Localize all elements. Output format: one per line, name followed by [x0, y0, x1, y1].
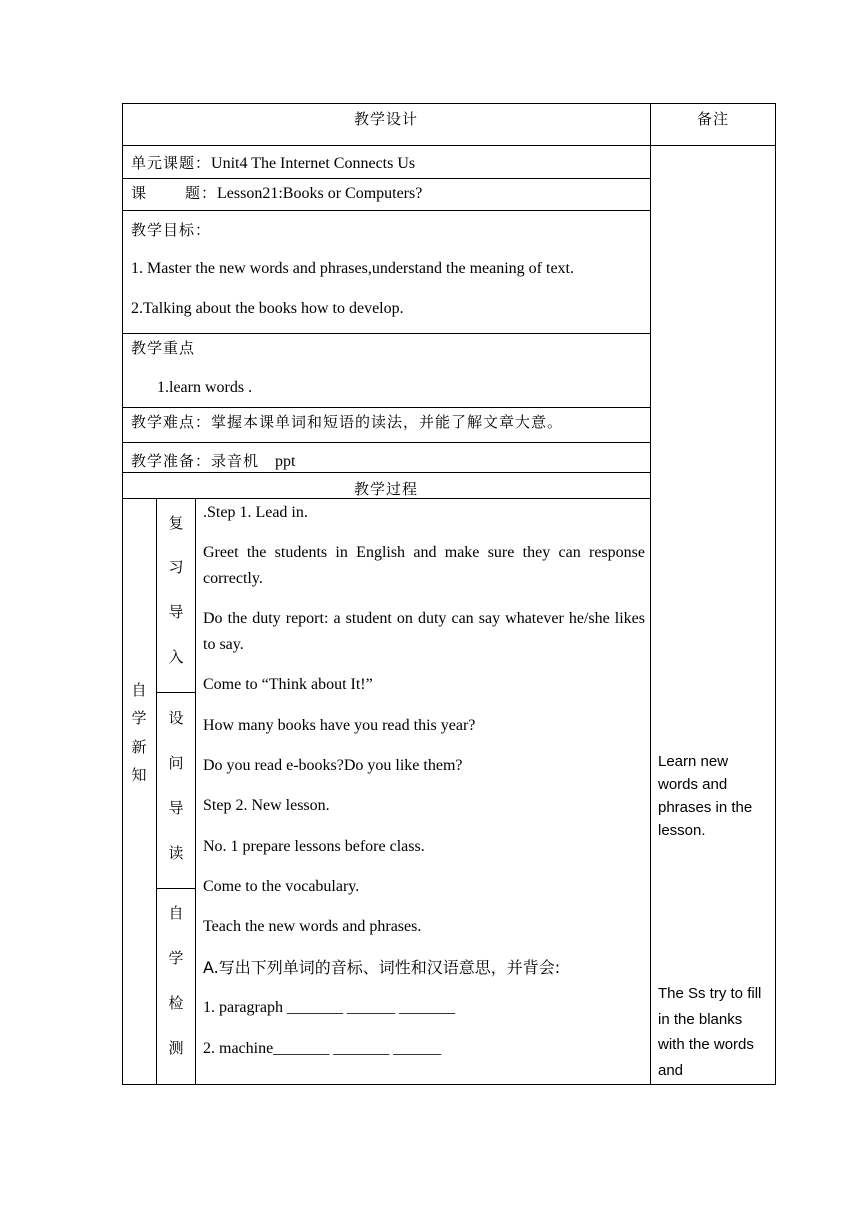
stage-char: 导	[168, 603, 184, 621]
unit-title-label: 单元课题：	[131, 154, 212, 172]
step-line: Come to the vocabulary.	[203, 878, 360, 895]
objectives-label: 教学目标：	[131, 221, 212, 239]
difficulty-row: 教学难点：掌握本课单词和短语的读法，并能了解文章大意。	[131, 413, 564, 431]
row-divider	[122, 178, 650, 179]
stage-char: 设	[168, 709, 184, 727]
objective-2: 2.Talking about the books how to develop.	[131, 300, 404, 317]
row-divider	[122, 442, 650, 443]
unit-title-row	[131, 153, 415, 174]
outer-label-char: 知	[131, 766, 147, 784]
note-learn-words: Learn new words and phrases in the lesson.	[658, 753, 753, 839]
step-line: Do you read e-books?Do you like them?	[203, 757, 463, 774]
notes-header: 备注	[696, 110, 729, 128]
lesson-title-label-b: 题：	[185, 184, 218, 202]
step-line: 2. machine_______ _______ ______	[203, 1040, 442, 1057]
step-line: .Step 1. Lead in.	[203, 504, 308, 521]
table-border-top	[122, 103, 776, 104]
stage-divider	[156, 692, 195, 693]
stage-char: 学	[168, 949, 184, 967]
table-border-right	[775, 103, 776, 1084]
row-divider	[122, 333, 650, 334]
row-divider	[122, 145, 776, 146]
stage-divider	[156, 888, 195, 889]
note-fill-blanks: The Ss try to fill in the blanks with the words and	[658, 985, 762, 1079]
row-divider	[122, 210, 650, 211]
step-line: Step 2. New lesson.	[203, 797, 330, 814]
stage-char: 习	[168, 558, 184, 576]
row-divider	[122, 472, 650, 473]
column-divider	[650, 103, 651, 1084]
row-divider	[122, 407, 650, 408]
preparation-label: 教学准备：录音机	[131, 452, 260, 470]
stage-char: 自	[168, 904, 184, 922]
step-line: Do the duty report: a student on duty can say whatever he/she likes to say.	[203, 610, 645, 653]
table-border-left	[122, 103, 123, 1084]
lesson-title-row	[185, 183, 422, 204]
objective-1: 1. Master the new words and phrases,understand the meaning of text.	[131, 260, 574, 277]
lesson-title-label-a: 课	[131, 184, 148, 202]
outer-label-char: 自	[131, 681, 147, 699]
step-line: 1. paragraph _______ ______ _______	[203, 999, 455, 1016]
step-line: No. 1 prepare lessons before class.	[203, 838, 425, 855]
outer-label-char: 新	[131, 738, 147, 756]
stage-char: 复	[168, 514, 184, 532]
unit-title-value: Unit4 The Internet Connects Us	[211, 155, 416, 172]
step-line: Greet the students in English and make sure they can response correctly.	[203, 544, 645, 587]
table-border-bottom	[122, 1084, 776, 1085]
step-line: How many books have you read this year?	[203, 717, 476, 734]
step-line: Teach the new words and phrases.	[203, 918, 422, 935]
step-line: Come to “Think about It!”	[203, 676, 373, 693]
stage-char: 检	[168, 994, 184, 1012]
preparation-value: ppt	[275, 453, 296, 470]
stage-char: 读	[168, 844, 184, 862]
stage-char: 入	[168, 648, 184, 666]
stage-char: 测	[168, 1039, 184, 1057]
process-title: 教学过程	[353, 480, 418, 498]
outer-label-char: 学	[131, 709, 147, 727]
stage-char: 导	[168, 799, 184, 817]
preparation-row	[131, 451, 295, 472]
step-line: A.写出下列单词的音标、词性和汉语意思，并背会:	[203, 958, 561, 977]
teaching-design-header: 教学设计	[353, 110, 418, 128]
stage-char: 问	[168, 754, 184, 772]
key-point-1: 1.learn words .	[157, 379, 253, 396]
key-points-label: 教学重点	[131, 339, 196, 357]
lesson-title-value: Lesson21:Books or Computers?	[217, 185, 423, 202]
